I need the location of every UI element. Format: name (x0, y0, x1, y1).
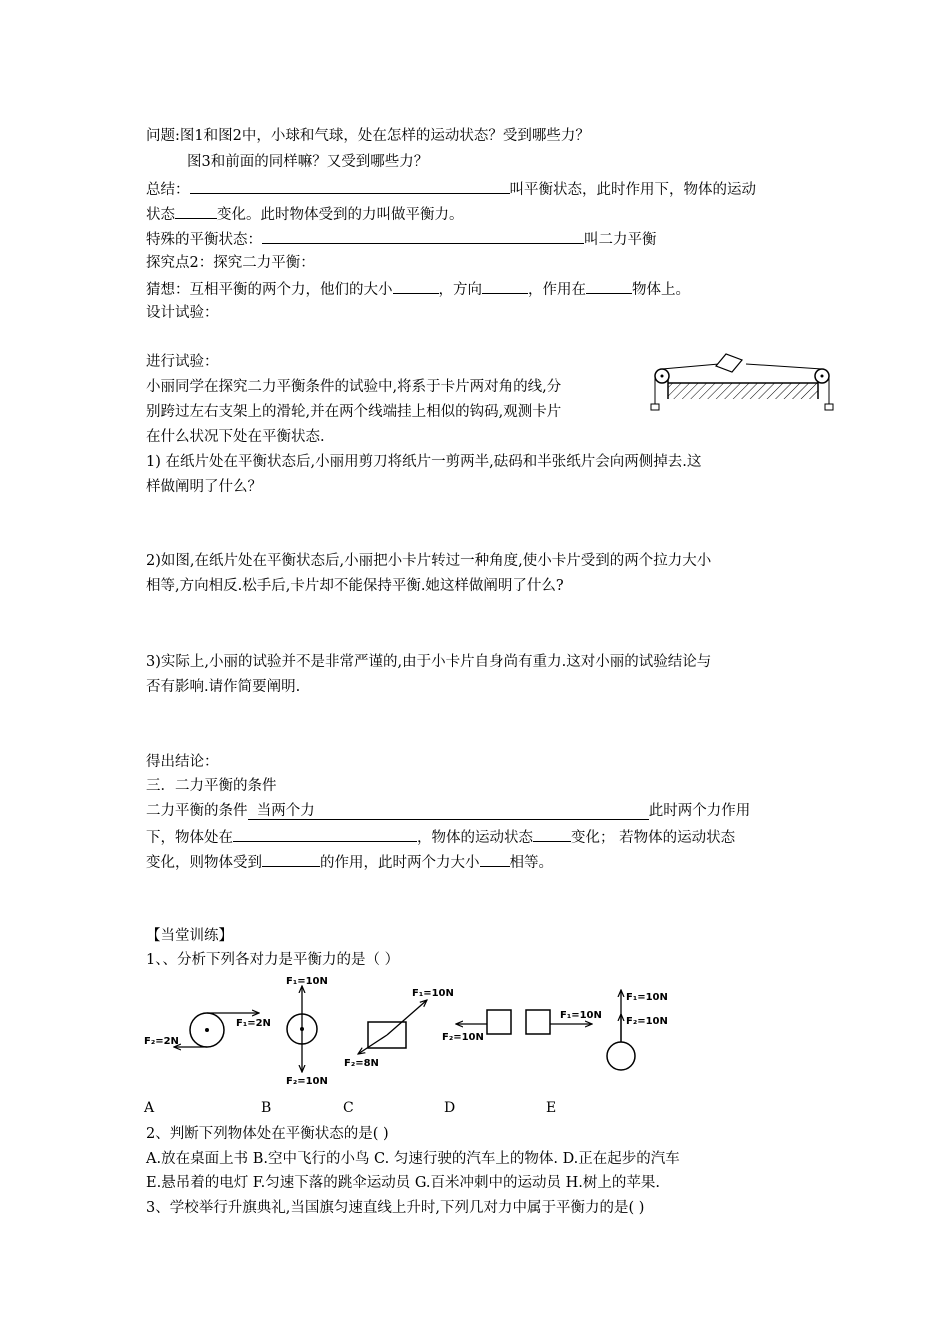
practice-title: 【当堂训练】 (146, 928, 233, 944)
force-diagrams-figure (140, 972, 700, 1092)
state-blank[interactable] (175, 203, 217, 219)
choice-b[interactable]: B (261, 1100, 272, 1116)
a-f2-label: F₂=2N (144, 1036, 179, 1047)
pulley-apparatus-figure (644, 352, 840, 422)
choice-d[interactable]: D (444, 1100, 456, 1116)
conduct-label: 进行试验： (146, 354, 219, 370)
summary-blank[interactable] (190, 178, 510, 194)
experiment-text-2: 别跨过左右支架上的滑轮,并在两个线端挂上相似的钩码,观测卡片 (146, 404, 562, 420)
question-2-line-2: 相等,方向相反.松手后,卡片却不能保持平衡.她这样做阐明了什么? (146, 578, 564, 594)
condition-line-1: 二力平衡的条件 当两个力 此时两个力作用 (146, 803, 751, 819)
a-f1-label: F₁=2N (236, 1018, 271, 1029)
question-3-line-1: 3)实际上,小丽的试验并不是非常严谨的,由于小卡片自身尚有重力.这对小丽的试验结论与 (146, 654, 712, 670)
question-2-line-1: 2)如图,在纸片处在平衡状态后,小丽把小卡片转过一种角度,使小卡片受到的两个拉力大小 (146, 553, 712, 569)
question-1-line-2: 样做阐明了什么？ (146, 479, 262, 495)
diagram-d (442, 1010, 602, 1043)
guess-line: 猜想：互相平衡的两个力，他们的大小 ，方向 ，作用在 物体上。 (146, 278, 690, 300)
d-f2-label: F₂=10N (442, 1032, 484, 1043)
e-f2-label: F₂=10N (626, 1016, 668, 1027)
b-f1-label: F₁=10N (286, 976, 328, 987)
practice-question-1: 1、、分析下列各对力是平衡力的是（ ） (146, 952, 400, 968)
intro-question-1: 问题:图1和图2中，小球和气球，处在怎样的运动状态？受到哪些力？ (146, 128, 590, 144)
experiment-text-3: 在什么状况下处在平衡状态. (146, 429, 325, 445)
e-f1-label: F₁=10N (626, 992, 668, 1003)
choice-a[interactable]: A (144, 1100, 155, 1116)
special-state-line: 特殊的平衡状态： 叫二力平衡 (146, 228, 657, 250)
diagram-a (144, 1013, 271, 1047)
explore-point: 探究点2：探究二力平衡： (146, 255, 315, 271)
question-1-line-1: 1) 在纸片处在平衡状态后,小丽用剪刀将纸片一剪两半,砝码和半张纸片会向两侧掉去.这 (146, 454, 702, 470)
design-label: 设计试验： (146, 305, 219, 321)
intro-question-2: 图3和前面的同样嘛？又受到哪些力？ (187, 154, 429, 170)
diagram-c (344, 988, 454, 1069)
choice-c[interactable]: C (343, 1100, 354, 1116)
practice-question-3: 3、学校举行升旗典礼,当国旗匀速直线上升时,下列几对力中属于平衡力的是( ) (146, 1200, 645, 1216)
section-3-heading: 三．二力平衡的条件 (146, 778, 277, 794)
diagram-e (607, 990, 668, 1070)
condition-fill[interactable]: 当两个力 (248, 803, 649, 820)
motion-blank[interactable] (533, 826, 571, 842)
practice-question-2: 2、判断下列物体处在平衡状态的是( ) (146, 1126, 389, 1142)
b-f2-label: F₂=10N (286, 1076, 328, 1087)
experiment-text-1: 小丽同学在探究二力平衡条件的试验中,将系于卡片两对角的线,分 (146, 379, 562, 395)
direction-blank[interactable] (482, 278, 528, 294)
practice-question-2-options-1: A.放在桌面上书 B.空中飞行的小鸟 C. 匀速行驶的汽车上的物体. D.正在起步的汽车 (146, 1151, 680, 1167)
choice-e[interactable]: E (546, 1100, 557, 1116)
question-3-line-2: 否有影响.请作简要阐明. (146, 679, 301, 695)
choice-labels (0, 1100, 950, 1120)
force-blank[interactable] (262, 851, 320, 867)
size-blank-2[interactable] (480, 851, 510, 867)
size-blank[interactable] (393, 278, 439, 294)
c-f2-label: F₂=8N (344, 1058, 379, 1069)
d-f1-label: F₁=10N (560, 1010, 602, 1021)
special-blank[interactable] (262, 228, 584, 244)
state-blank-2[interactable] (233, 826, 417, 842)
summary-line-2: 状态 变化。此时物体受到的力叫做平衡力。 (146, 203, 464, 225)
diagram-b (286, 976, 328, 1087)
condition-line-3: 变化，则物体受到 的作用，此时两个力大小 相等。 (146, 851, 553, 873)
condition-line-2: 下，物体处在 ，物体的运动状态 变化； 若物体的运动状态 (146, 826, 735, 848)
summary-line-1: 总结： 叫平衡状态，此时作用下，物体的运动 (146, 178, 756, 200)
practice-question-2-options-2: E.悬吊着的电灯 F.匀速下落的跳伞运动员 G.百米冲刺中的运动员 H.树上的苹果. (146, 1175, 660, 1191)
object-blank[interactable] (586, 278, 632, 294)
summary-label: 总结： (146, 182, 190, 198)
conclusion-label: 得出结论： (146, 754, 219, 770)
c-f1-label: F₁=10N (412, 988, 454, 999)
